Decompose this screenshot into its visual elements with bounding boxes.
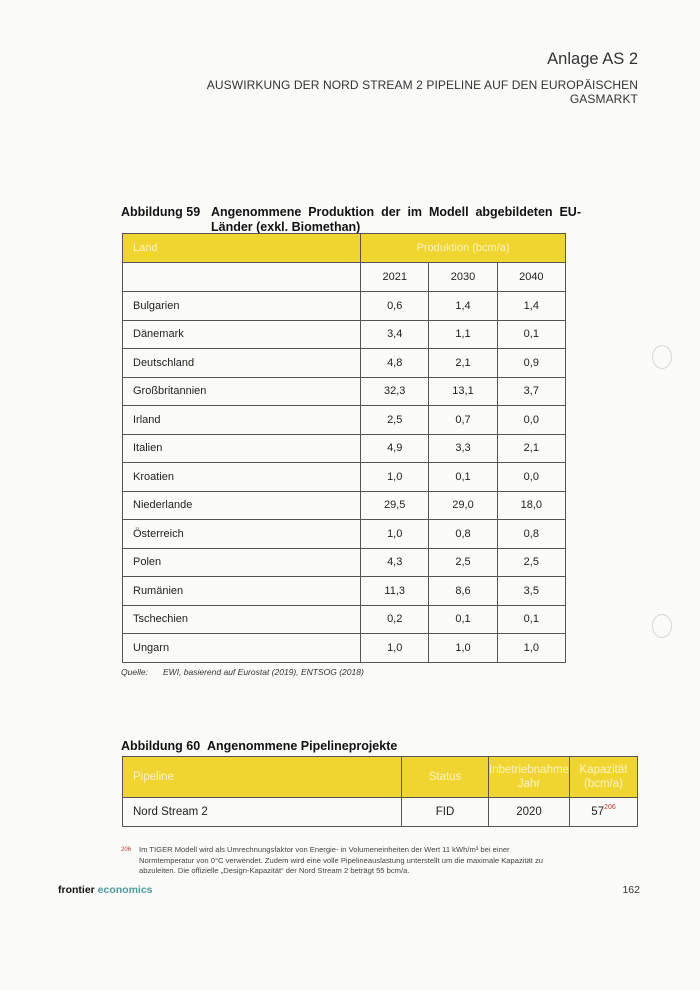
value-2021-cell: 0,6	[361, 292, 429, 321]
year-header: 2030	[429, 263, 497, 292]
pipeline-status: FID	[402, 798, 489, 827]
value-2030-cell: 29,0	[429, 491, 497, 520]
pipeline-capacity	[570, 798, 638, 827]
figure-60-title: Angenommene Pipelineprojekte	[207, 739, 398, 753]
value-2021-cell: 1,0	[361, 463, 429, 492]
figure-60-number: Abbildung 60	[121, 739, 201, 753]
table-row	[123, 377, 566, 406]
table-row	[123, 292, 566, 321]
value-2040-cell: 18,0	[497, 491, 565, 520]
table-header-row	[123, 757, 638, 798]
column-header-commissioning: Inbetriebnahme Jahr	[489, 757, 570, 798]
brand-name-part2: economics	[97, 884, 153, 896]
value-2021-cell: 0,2	[361, 605, 429, 634]
table-header-row	[123, 234, 566, 263]
table-row	[123, 605, 566, 634]
value-2040-cell: 0,1	[497, 605, 565, 634]
country-cell: Tschechien	[123, 605, 361, 634]
source-note	[121, 667, 364, 677]
country-cell: Rumänien	[123, 577, 361, 606]
year-header: 2040	[497, 263, 565, 292]
pipeline-name: Nord Stream 2	[123, 798, 402, 827]
column-header-capacity: Kapazität (bcm/a)	[570, 757, 638, 798]
column-header-status: Status	[402, 757, 489, 798]
document-title: AUSWIRKUNG DER NORD STREAM 2 PIPELINE AUF DEN EUROPÄISCHEN GASMARKT	[206, 78, 638, 106]
punch-hole-mark	[652, 345, 672, 369]
footnote-ref-link[interactable]: 206	[604, 804, 616, 811]
pipeline-year: 2020	[489, 798, 570, 827]
value-2040-cell: 0,9	[497, 349, 565, 378]
value-2040-cell: 2,1	[497, 434, 565, 463]
value-2040-cell: 3,5	[497, 577, 565, 606]
page-number: 162	[622, 884, 640, 896]
year-header: 2021	[361, 263, 429, 292]
value-2021-cell: 1,0	[361, 634, 429, 663]
pipeline-table	[122, 756, 638, 827]
footnote-text: Im TIGER Modell wird als Umrechnungsfaktor von Energie- in Volumeneinheiten der Wert 11 kWh/m³ bei einer Normtemperatur von 0°C verwendet. Zudem wird eine volle Pipelineauslastung unterstellt um die maximale Kapazität zu abzuleiten. Die offizielle „Design-Kapazität“ der Nord Stream 2 beträgt 55 bcm/a.	[139, 845, 544, 875]
country-cell: Österreich	[123, 520, 361, 549]
country-cell: Polen	[123, 548, 361, 577]
value-2021-cell: 4,3	[361, 548, 429, 577]
value-2040-cell: 1,4	[497, 292, 565, 321]
value-2030-cell: 2,1	[429, 349, 497, 378]
value-2030-cell: 1,1	[429, 320, 497, 349]
capacity-value: 57	[591, 806, 605, 818]
value-2030-cell: 1,4	[429, 292, 497, 321]
value-2030-cell: 0,8	[429, 520, 497, 549]
country-cell: Bulgarien	[123, 292, 361, 321]
value-2030-cell: 3,3	[429, 434, 497, 463]
footnote	[121, 845, 561, 877]
value-2040-cell: 0,0	[497, 406, 565, 435]
source-text: EWI, basierend auf Eurostat (2019), ENTSOG (2018)	[163, 667, 364, 677]
country-cell: Italien	[123, 434, 361, 463]
table-row	[123, 434, 566, 463]
value-2040-cell: 3,7	[497, 377, 565, 406]
country-cell: Niederlande	[123, 491, 361, 520]
brand-logo	[58, 884, 153, 896]
figure-59-number: Abbildung 59	[121, 205, 201, 219]
country-cell: Irland	[123, 406, 361, 435]
brand-name-part1: frontier	[58, 884, 95, 896]
value-2021-cell: 4,8	[361, 349, 429, 378]
annex-label: Anlage AS 2	[547, 50, 638, 68]
value-2030-cell: 0,1	[429, 605, 497, 634]
table-row	[123, 463, 566, 492]
production-table	[122, 233, 566, 663]
figure-59-title: Angenommene Produktion der im Modell abgebildeten EU-Länder (exkl. Biomethan)	[211, 205, 581, 234]
column-header-country: Land	[123, 234, 361, 263]
country-cell: Großbritannien	[123, 377, 361, 406]
punch-hole-mark	[652, 614, 672, 638]
value-2021-cell: 4,9	[361, 434, 429, 463]
value-2030-cell: 0,1	[429, 463, 497, 492]
country-cell: Deutschland	[123, 349, 361, 378]
source-label: Quelle:	[121, 667, 148, 677]
figure-59-caption	[121, 205, 581, 235]
table-row	[123, 406, 566, 435]
value-2040-cell: 2,5	[497, 548, 565, 577]
value-2021-cell: 3,4	[361, 320, 429, 349]
value-2030-cell: 0,7	[429, 406, 497, 435]
column-header-pipeline: Pipeline	[123, 757, 402, 798]
value-2030-cell: 1,0	[429, 634, 497, 663]
figure-60-caption	[121, 739, 397, 753]
value-2040-cell: 0,1	[497, 320, 565, 349]
years-row	[123, 263, 566, 292]
value-2021-cell: 2,5	[361, 406, 429, 435]
table-row	[123, 548, 566, 577]
table-row	[123, 577, 566, 606]
table-row	[123, 320, 566, 349]
table-row	[123, 798, 638, 827]
value-2040-cell: 0,8	[497, 520, 565, 549]
value-2030-cell: 8,6	[429, 577, 497, 606]
value-2030-cell: 13,1	[429, 377, 497, 406]
country-cell: Ungarn	[123, 634, 361, 663]
value-2021-cell: 1,0	[361, 520, 429, 549]
footnote-number: 206	[121, 847, 132, 853]
value-2040-cell: 1,0	[497, 634, 565, 663]
value-2021-cell: 11,3	[361, 577, 429, 606]
country-cell: Dänemark	[123, 320, 361, 349]
column-header-production: Produktion (bcm/a)	[361, 234, 566, 263]
value-2040-cell: 0,0	[497, 463, 565, 492]
table-row	[123, 520, 566, 549]
table-row	[123, 491, 566, 520]
table-row	[123, 349, 566, 378]
value-2021-cell: 29,5	[361, 491, 429, 520]
value-2021-cell: 32,3	[361, 377, 429, 406]
country-cell: Kroatien	[123, 463, 361, 492]
table-row	[123, 634, 566, 663]
value-2030-cell: 2,5	[429, 548, 497, 577]
